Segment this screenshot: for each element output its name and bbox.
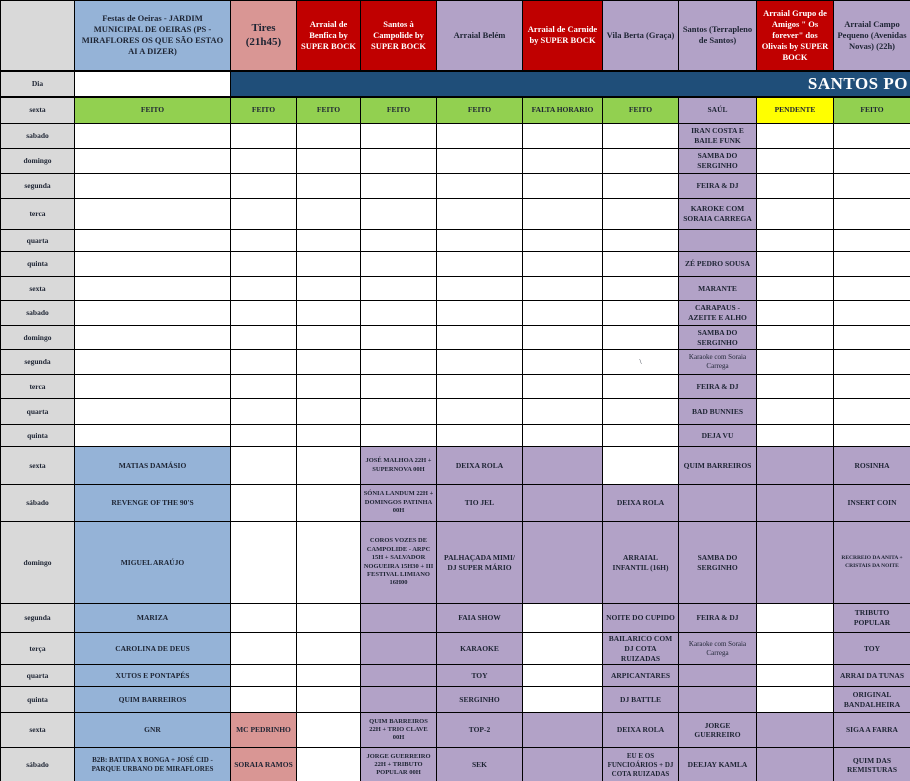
cell-campolide[interactable] [361, 425, 437, 447]
cell-tires[interactable] [231, 326, 297, 350]
cell-olivais[interactable] [757, 399, 834, 425]
cell-festas[interactable] [75, 124, 231, 149]
day-label[interactable]: sábado [1, 485, 75, 522]
cell-benfica[interactable] [297, 174, 361, 199]
cell-vila_berta[interactable] [603, 301, 679, 326]
cell-belem[interactable] [437, 326, 523, 350]
cell-belem[interactable]: SEK [437, 748, 523, 781]
table-row [1, 713, 910, 748]
cell-campo_pequeno[interactable]: QUIM DAS REMISTURAS [834, 748, 910, 781]
cell-campo_pequeno[interactable] [834, 277, 910, 301]
cell-campo_pequeno[interactable]: RECRREIO DA ANITA + CRISTAIS DA NOITE [834, 522, 910, 604]
cell-belem[interactable] [437, 199, 523, 230]
day-label[interactable]: quinta [1, 252, 75, 277]
cell-olivais[interactable] [757, 252, 834, 277]
table-row [1, 399, 910, 425]
cell-campolide[interactable]: COROS VOZES DE CAMPOLIDE - ARPC 15H + SALVADOR NOGUEIRA 15H30 + III FESTIVAL LIMIANO 16H00 [361, 522, 437, 604]
cell-campo_pequeno[interactable] [834, 149, 910, 174]
column-header-campo_pequeno[interactable]: Arraial Campo Pequeno (Avenidas Novas) (22h) [834, 1, 910, 71]
day-label[interactable]: domingo [1, 522, 75, 604]
cell-carnide[interactable] [523, 375, 603, 399]
cell-benfica[interactable] [297, 425, 361, 447]
cell-festas[interactable] [75, 326, 231, 350]
cell-festas[interactable]: CAROLINA DE DEUS [75, 633, 231, 665]
column-header-festas[interactable]: Festas de Oeiras - JARDIM MUNICIPAL DE OEIRAS (PS - MIRAFLORES OS QUE SÃO ESTAO AI A DIZER) [75, 1, 231, 71]
cell-benfica[interactable] [297, 485, 361, 522]
day-label[interactable]: quinta [1, 425, 75, 447]
cell-vila_berta[interactable]: DEIXA ROLA [603, 485, 679, 522]
cell-vila_berta[interactable]: EU E OS FUNCIOÁRIOS + DJ COTA RUIZADAS [603, 748, 679, 781]
cell-belem[interactable]: FEITO [437, 97, 523, 124]
cell-olivais[interactable]: PENDENTE [757, 97, 834, 124]
cell-tires[interactable] [231, 485, 297, 522]
cell-santos[interactable]: DEJA VU [679, 425, 757, 447]
cell-campo_pequeno[interactable] [834, 326, 910, 350]
table-row [1, 350, 910, 375]
cell-carnide[interactable] [523, 301, 603, 326]
column-header-tires[interactable]: Tires (21h45) [231, 1, 297, 71]
cell-carnide[interactable] [523, 748, 603, 781]
cell-olivais[interactable] [757, 277, 834, 301]
cell-benfica[interactable] [297, 149, 361, 174]
cell-vila_berta[interactable] [603, 149, 679, 174]
day-label[interactable]: quarta [1, 230, 75, 252]
cell-olivais[interactable] [757, 447, 834, 485]
cell-tires[interactable] [231, 399, 297, 425]
table-row [1, 633, 910, 665]
cell-festas[interactable] [75, 350, 231, 375]
cell-tires[interactable] [231, 522, 297, 604]
cell-belem[interactable] [437, 277, 523, 301]
cell-carnide[interactable] [523, 230, 603, 252]
cell-carnide[interactable] [523, 399, 603, 425]
cell-benfica[interactable]: FEITO [297, 97, 361, 124]
cell-vila_berta[interactable]: DEIXA ROLA [603, 713, 679, 748]
cell-campo_pequeno[interactable] [834, 399, 910, 425]
table-row [1, 277, 910, 301]
cell-belem[interactable] [437, 124, 523, 149]
cell-tires[interactable] [231, 375, 297, 399]
cell-campolide[interactable] [361, 665, 437, 687]
cell-carnide[interactable] [523, 124, 603, 149]
cell-campolide[interactable]: JORGE GUERREIRO 22H + TRIBUTO POPULAR 00H [361, 748, 437, 781]
cell-campo_pequeno[interactable] [834, 230, 910, 252]
table-row [1, 604, 910, 633]
cell-festas[interactable] [75, 301, 231, 326]
cell-festas[interactable]: MIGUEL ARAÚJO [75, 522, 231, 604]
cell-campo_pequeno[interactable] [834, 199, 910, 230]
cell-tires[interactable] [231, 687, 297, 713]
cell-carnide[interactable] [523, 174, 603, 199]
cell-campolide[interactable] [361, 399, 437, 425]
day-label[interactable]: segunda [1, 350, 75, 375]
cell-benfica[interactable] [297, 748, 361, 781]
cell-campolide[interactable] [361, 252, 437, 277]
cell-campo_pequeno[interactable] [834, 174, 910, 199]
cell-vila_berta[interactable] [603, 447, 679, 485]
cell-festas[interactable] [75, 425, 231, 447]
cell-vila_berta[interactable] [603, 174, 679, 199]
cell-santos[interactable]: Karaoke com Soraia Carrega [679, 350, 757, 375]
cell-vila_berta[interactable]: ARPICANTARES [603, 665, 679, 687]
column-header-vila_berta[interactable]: Vila Berta (Graça) [603, 1, 679, 71]
cell-tires[interactable] [231, 633, 297, 665]
cell-campo_pequeno[interactable]: FEITO [834, 97, 910, 124]
corner-cell[interactable] [1, 1, 75, 71]
santos-banner[interactable] [231, 71, 910, 97]
cell-tires[interactable]: SORAIA RAMOS [231, 748, 297, 781]
table-row [1, 687, 910, 713]
day-label[interactable]: sabado [1, 124, 75, 149]
cell-olivais[interactable] [757, 375, 834, 399]
cell-olivais[interactable] [757, 522, 834, 604]
cell-vila_berta[interactable]: DJ BATTLE [603, 687, 679, 713]
cell-carnide[interactable] [523, 522, 603, 604]
cell-carnide[interactable] [523, 633, 603, 665]
cell-belem[interactable] [437, 399, 523, 425]
day-label[interactable]: terça [1, 633, 75, 665]
day-label[interactable]: quarta [1, 399, 75, 425]
cell-belem[interactable] [437, 230, 523, 252]
cell-carnide[interactable] [523, 326, 603, 350]
cell-campo_pequeno[interactable]: TRIBUTO POPULAR [834, 604, 910, 633]
cell-santos[interactable]: FEIRA & DJ [679, 375, 757, 399]
cell-benfica[interactable] [297, 633, 361, 665]
day-label[interactable]: quinta [1, 687, 75, 713]
cell-olivais[interactable] [757, 149, 834, 174]
table-row [1, 375, 910, 399]
cell-benfica[interactable] [297, 687, 361, 713]
day-label[interactable]: sabado [1, 301, 75, 326]
column-header-benfica[interactable]: Arraial de Benfica by SUPER BOCK [297, 1, 361, 71]
cell-campolide[interactable] [361, 301, 437, 326]
cell-belem[interactable] [437, 375, 523, 399]
cell-campolide[interactable] [361, 633, 437, 665]
cell-campolide[interactable] [361, 375, 437, 399]
cell-carnide[interactable] [523, 604, 603, 633]
table-row [1, 199, 910, 230]
cell-campolide[interactable]: FEITO [361, 97, 437, 124]
table-row [1, 665, 910, 687]
cell-festas[interactable] [75, 277, 231, 301]
cell-tires[interactable]: FEITO [231, 97, 297, 124]
cell-olivais[interactable] [757, 748, 834, 781]
cell-santos[interactable] [679, 687, 757, 713]
cell-festas[interactable] [75, 149, 231, 174]
day-label[interactable]: domingo [1, 326, 75, 350]
cell-benfica[interactable] [297, 252, 361, 277]
cell-belem[interactable]: KARAOKE [437, 633, 523, 665]
cell-festas[interactable] [75, 399, 231, 425]
cell-festas[interactable]: QUIM BARREIROS [75, 687, 231, 713]
cell-campolide[interactable] [361, 604, 437, 633]
day-label[interactable]: domingo [1, 149, 75, 174]
cell-vila_berta[interactable] [603, 375, 679, 399]
cell-benfica[interactable] [297, 604, 361, 633]
column-header-carnide[interactable]: Arraial de Carnide by SUPER BOCK [523, 1, 603, 71]
cell-vila_berta[interactable] [603, 326, 679, 350]
cell-santos[interactable]: KAROKE COM SORAIA CARREGA [679, 199, 757, 230]
table-row [1, 425, 910, 447]
cell-santos[interactable]: QUIM BARREIROS [679, 447, 757, 485]
cell-benfica[interactable] [297, 713, 361, 748]
cell-tires[interactable] [231, 149, 297, 174]
cell-belem[interactable]: TIO JEL [437, 485, 523, 522]
cell-campolide[interactable] [361, 687, 437, 713]
cell-carnide[interactable] [523, 665, 603, 687]
cell-carnide[interactable] [523, 252, 603, 277]
cell-campolide[interactable] [361, 350, 437, 375]
cell-tires[interactable] [231, 665, 297, 687]
cell-olivais[interactable] [757, 230, 834, 252]
cell-festas[interactable]: GNR [75, 713, 231, 748]
cell-festas[interactable]: FEITO [75, 97, 231, 124]
cell-belem[interactable] [437, 425, 523, 447]
cell-carnide[interactable] [523, 425, 603, 447]
cell-carnide[interactable] [523, 199, 603, 230]
cell-campo_pequeno[interactable] [834, 375, 910, 399]
cell-vila_berta[interactable] [603, 199, 679, 230]
cell-tires[interactable] [231, 174, 297, 199]
cell-santos[interactable]: FEIRA & DJ [679, 604, 757, 633]
cell-benfica[interactable] [297, 326, 361, 350]
cell-campolide[interactable] [361, 174, 437, 199]
cell-campolide[interactable]: JOSÉ MALHOA 22H + SUPERNOVA 00H [361, 447, 437, 485]
cell-benfica[interactable] [297, 665, 361, 687]
table-row [1, 447, 910, 485]
cell-belem[interactable] [437, 301, 523, 326]
cell-olivais[interactable] [757, 199, 834, 230]
cell-carnide[interactable] [523, 485, 603, 522]
cell-santos[interactable]: IRAN COSTA E BAILE FUNK [679, 124, 757, 149]
cell-tires[interactable] [231, 301, 297, 326]
table-row [1, 301, 910, 326]
day-label[interactable]: segunda [1, 174, 75, 199]
cell-campolide[interactable]: SÓNIA LANDUM 22H + DOMINGOS PATINHA 00H [361, 485, 437, 522]
day-label[interactable]: sexta [1, 447, 75, 485]
cell-carnide[interactable]: FALTA HORARIO [523, 97, 603, 124]
cell-festas[interactable] [75, 199, 231, 230]
day-label[interactable]: segunda [1, 604, 75, 633]
cell-santos[interactable]: ZÉ PEDRO SOUSA [679, 252, 757, 277]
cell-olivais[interactable] [757, 485, 834, 522]
column-header-belem[interactable]: Arraial Belém [437, 1, 523, 71]
table-row [1, 485, 910, 522]
cell-vila_berta[interactable] [603, 277, 679, 301]
cell-campo_pequeno[interactable] [834, 350, 910, 375]
cell-benfica[interactable] [297, 230, 361, 252]
dia-label-cell[interactable]: Dia [1, 71, 75, 97]
table-row [1, 326, 910, 350]
cell-olivais[interactable] [757, 604, 834, 633]
cell-olivais[interactable] [757, 425, 834, 447]
cell-belem[interactable]: PALHAÇADA MIMI/ DJ SUPER MÁRIO [437, 522, 523, 604]
column-header-santos[interactable]: Santos (Terrapleno de Santos) [679, 1, 757, 71]
cell-carnide[interactable] [523, 277, 603, 301]
cell-vila_berta[interactable] [603, 425, 679, 447]
day-label[interactable]: terca [1, 199, 75, 230]
cell-vila_berta[interactable]: NOITE DO CUPIDO [603, 604, 679, 633]
cell-santos[interactable] [679, 485, 757, 522]
table-row [1, 97, 910, 124]
cell-tires[interactable] [231, 252, 297, 277]
column-header-olivais[interactable]: Arraial Grupo de Amigos " Os forever" dos Olivais by SUPER BOCK [757, 1, 834, 71]
cell-festas[interactable]: MATIAS DAMÁSIO [75, 447, 231, 485]
banner-label: SANTOS PO [807, 73, 908, 93]
cell-santos[interactable]: CARAPAUS - AZEITE E ALHO [679, 301, 757, 326]
cell-tires[interactable]: MC PEDRINHO [231, 713, 297, 748]
cell-campo_pequeno[interactable]: TOY [834, 633, 910, 665]
cell-carnide[interactable] [523, 350, 603, 375]
table-row [1, 149, 910, 174]
cell-santos[interactable]: SAÚL [679, 97, 757, 124]
cell-campo_pequeno[interactable]: SIGA A FARRA [834, 713, 910, 748]
cell-festas[interactable] [75, 252, 231, 277]
cell-carnide[interactable] [523, 687, 603, 713]
cell-olivais[interactable] [757, 174, 834, 199]
cell-campolide[interactable] [361, 277, 437, 301]
cell-tires[interactable] [231, 199, 297, 230]
cell-belem[interactable] [437, 252, 523, 277]
cell-campo_pequeno[interactable] [834, 301, 910, 326]
cell-benfica[interactable] [297, 277, 361, 301]
cell-santos[interactable]: SAMBA DO SERGINHO [679, 326, 757, 350]
cell-olivais[interactable] [757, 326, 834, 350]
cell-santos[interactable] [679, 665, 757, 687]
day-label[interactable]: sexta [1, 97, 75, 124]
cell-olivais[interactable] [757, 633, 834, 665]
cell-santos[interactable]: JORGE GUERREIRO [679, 713, 757, 748]
cell-campo_pequeno[interactable]: ORIGINAL BANDALHEIRA [834, 687, 910, 713]
cell-campo_pequeno[interactable] [834, 425, 910, 447]
cell-benfica[interactable] [297, 301, 361, 326]
cell-campolide[interactable] [361, 230, 437, 252]
cell-santos[interactable] [679, 230, 757, 252]
cell-santos[interactable]: SAMBA DO SERGINHO [679, 149, 757, 174]
cell-olivais[interactable] [757, 301, 834, 326]
table-row [1, 230, 910, 252]
cell-vila_berta[interactable] [603, 124, 679, 149]
table-row [1, 252, 910, 277]
cell-belem[interactable]: DEIXA ROLA [437, 447, 523, 485]
cell-vila_berta[interactable] [603, 252, 679, 277]
cell-belem[interactable]: FAIA SHOW [437, 604, 523, 633]
schedule-table-body [1, 1, 910, 781]
cell-campo_pequeno[interactable]: ARRAI DA TUNAS [834, 665, 910, 687]
cell-santos[interactable]: Karaoke com Soraia Carrega [679, 633, 757, 665]
table-row [1, 124, 910, 149]
cell-vila_berta[interactable]: BAILARICO COM DJ COTA RUIZADAS [603, 633, 679, 665]
day-label[interactable]: sexta [1, 277, 75, 301]
day-label[interactable]: quarta [1, 665, 75, 687]
cell-belem[interactable] [437, 350, 523, 375]
cell-tires[interactable] [231, 425, 297, 447]
cell-benfica[interactable] [297, 350, 361, 375]
cell-vila_berta[interactable]: FEITO [603, 97, 679, 124]
cell-festas[interactable] [75, 174, 231, 199]
cell-campolide[interactable]: QUIM BARREIROS 22H + TRIO CLAVE 00H [361, 713, 437, 748]
cell-benfica[interactable] [297, 124, 361, 149]
cell-belem[interactable] [437, 174, 523, 199]
cell-festas[interactable]: XUTOS E PONTAPÉS [75, 665, 231, 687]
day-label[interactable]: sábado [1, 748, 75, 781]
cell-belem[interactable]: SERGINHO [437, 687, 523, 713]
table-row [1, 174, 910, 199]
cell-benfica[interactable] [297, 522, 361, 604]
cell-carnide[interactable] [523, 447, 603, 485]
cell-tires[interactable] [231, 350, 297, 375]
cell-carnide[interactable] [523, 713, 603, 748]
cell-campolide[interactable] [361, 149, 437, 174]
day-label[interactable]: sexta [1, 713, 75, 748]
cell-benfica[interactable] [297, 399, 361, 425]
cell-olivais[interactable] [757, 713, 834, 748]
cell-festas[interactable]: B2B: BATIDA X BONGA + JOSÉ CID - PARQUE URBANO DE MIRAFLORES [75, 748, 231, 781]
cell-campolide[interactable] [361, 199, 437, 230]
cell-carnide[interactable] [523, 149, 603, 174]
day-label[interactable]: terca [1, 375, 75, 399]
cell-tires[interactable] [231, 604, 297, 633]
cell-belem[interactable] [437, 149, 523, 174]
cell-vila_berta[interactable]: \ [603, 350, 679, 375]
cell-campo_pequeno[interactable]: ROSINHA [834, 447, 910, 485]
cell-olivais[interactable] [757, 665, 834, 687]
cell-benfica[interactable] [297, 375, 361, 399]
cell-campo_pequeno[interactable] [834, 252, 910, 277]
cell-festas[interactable]: MARIZA [75, 604, 231, 633]
cell-benfica[interactable] [297, 199, 361, 230]
cell-benfica[interactable] [297, 447, 361, 485]
cell-vila_berta[interactable] [603, 399, 679, 425]
table-row [1, 522, 910, 604]
cell-festas[interactable] [75, 71, 231, 97]
cell-santos[interactable]: FEIRA & DJ [679, 174, 757, 199]
table-row [1, 748, 910, 781]
cell-festas[interactable] [75, 375, 231, 399]
cell-festas[interactable] [75, 230, 231, 252]
cell-tires[interactable] [231, 230, 297, 252]
cell-campo_pequeno[interactable]: INSERT COIN [834, 485, 910, 522]
cell-vila_berta[interactable]: ARRAIAL INFANTIL (16H) [603, 522, 679, 604]
cell-campo_pequeno[interactable] [834, 124, 910, 149]
cell-olivais[interactable] [757, 350, 834, 375]
cell-olivais[interactable] [757, 687, 834, 713]
cell-belem[interactable]: TOY [437, 665, 523, 687]
cell-vila_berta[interactable] [603, 230, 679, 252]
cell-santos[interactable]: DEEJAY KAMLA [679, 748, 757, 781]
cell-tires[interactable] [231, 277, 297, 301]
cell-campolide[interactable] [361, 326, 437, 350]
cell-festas[interactable]: REVENGE OF THE 90'S [75, 485, 231, 522]
cell-santos[interactable]: MARANTE [679, 277, 757, 301]
cell-olivais[interactable] [757, 124, 834, 149]
column-header-campolide[interactable]: Santos à Campolide by SUPER BOCK [361, 1, 437, 71]
cell-tires[interactable] [231, 447, 297, 485]
cell-campolide[interactable] [361, 124, 437, 149]
cell-santos[interactable]: BAD BUNNIES [679, 399, 757, 425]
cell-tires[interactable] [231, 124, 297, 149]
cell-belem[interactable]: TOP-2 [437, 713, 523, 748]
cell-santos[interactable]: SAMBA DO SERGINHO [679, 522, 757, 604]
